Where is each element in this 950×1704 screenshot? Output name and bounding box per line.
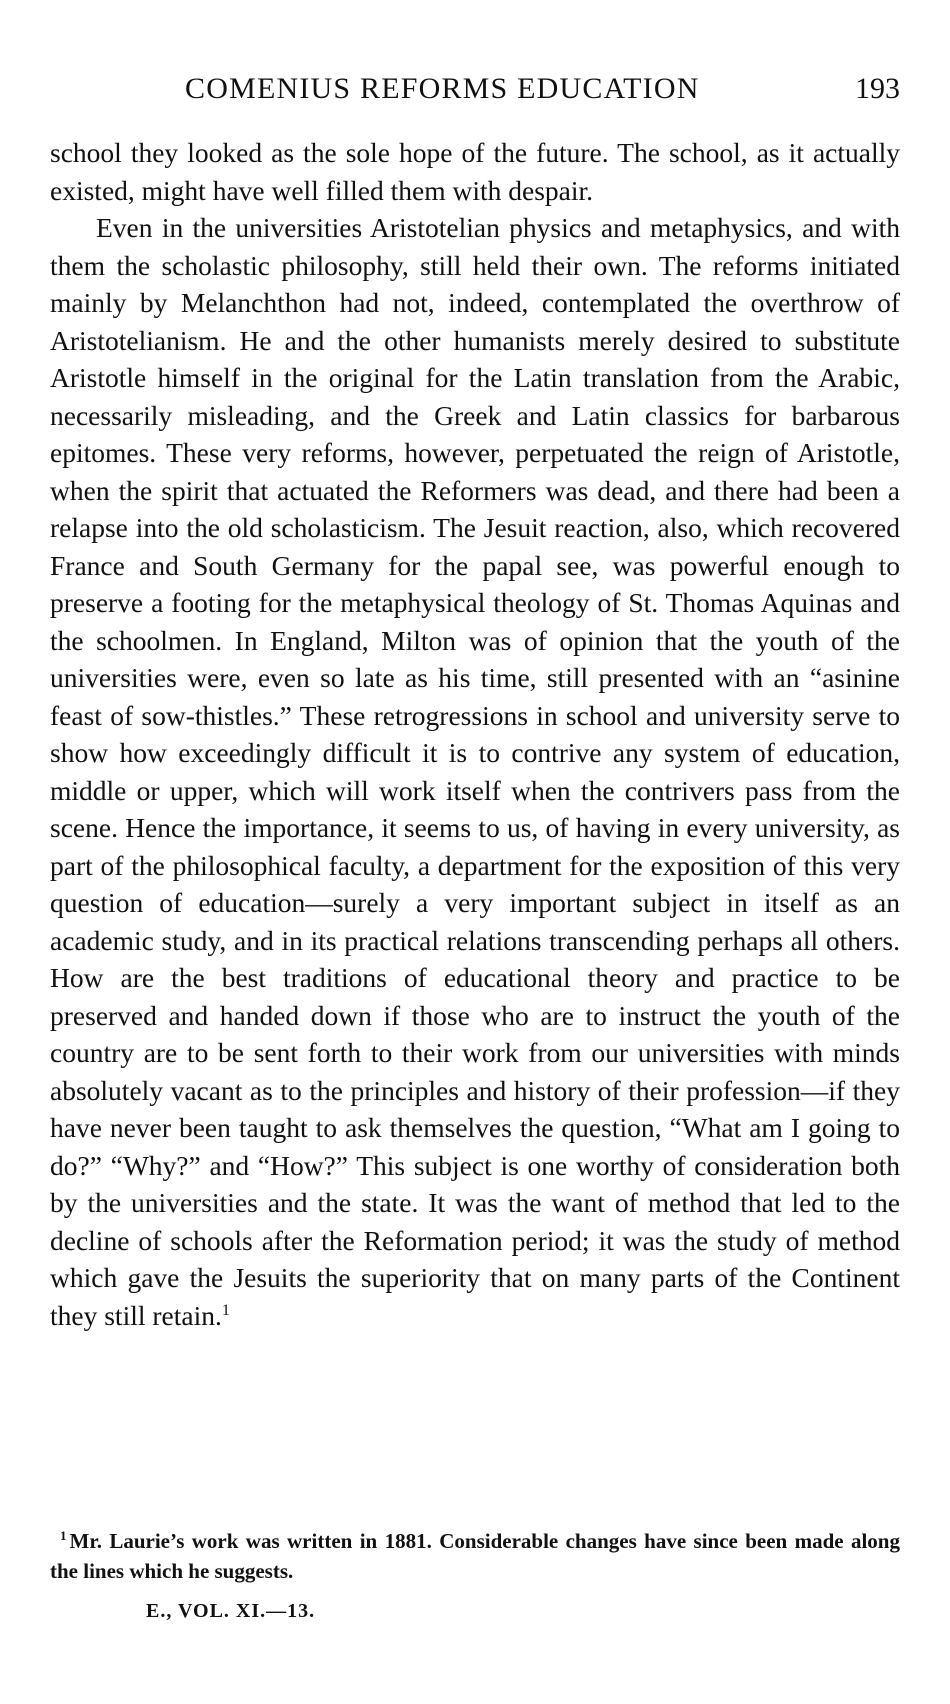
body-text: [50, 134, 900, 1334]
running-title: COMENIUS REFORMS EDUCATION: [185, 72, 700, 105]
running-head: [50, 72, 900, 122]
book-page: [50, 0, 900, 1704]
footnote-number: 1: [60, 1528, 67, 1543]
footnote: [50, 1526, 900, 1586]
paragraph-1: [50, 134, 900, 209]
paragraph-2: [50, 209, 900, 1334]
footnote-reference: 1: [221, 1301, 230, 1319]
page-number: 193: [855, 72, 900, 105]
footnote-text: Mr. Laurie’s work was written in 1881. Considerable changes have since been made along the lines which he suggests.: [50, 1529, 900, 1583]
paragraph-2-text: Even in the universities Aristotelian physics and metaphysics, and with them the scholastic philosophy, still held their own. The reforms initiated mainly by Melanchthon had not, indeed, contemplated the overthrow of Aristotelianism. He and the other humanists merely desired to substitute Aristotle himself in the original for the Latin translation from the Arabic, necessarily misleading, and the Greek and Latin classics for barbarous epitomes. These very reforms, however, perpetuated the reign of Aristotle, when the spirit that actuated the Reformers was dead, and there had been a relapse into the old scholasticism. The Jesuit reaction, also, which recovered France and South Germany for the papal see, was powerful enough to preserve a footing for the metaphysical theology of St. Thomas Aquinas and the schoolmen. In England, Milton was of opinion that the youth of the universities were, even so late as his time, still presented with an “asinine feast of sow-thistles.” These retrogressions in school and university serve to show how exceedingly difficult it is to contrive any system of education, middle or upper, which will work itself when the contrivers pass from the scene. Hence the importance, it seems to us, of having in every university, as part of the philosophical faculty, a department for the exposition of this very question of education—surely a very important subject in itself as an academic study, and in its practical relations transcending perhaps all others. How are the best traditions of educational theory and practice to be preserved and handed down if those who are to instruct the youth of the country are to be sent forth to their work from our universities with minds absolutely vacant as to the principles and history of their profession—if they have never been taught to ask themselves the question, “What am I going to do?” “Why?” and “How?” This subject is one worthy of consideration both by the universities and the state. It was the want of method that led to the decline of schools after the Reformation period; it was the study of method which gave the Jesuits the superiority that on many parts of the Continent they still retain.: [50, 212, 900, 1331]
paragraph-1-text: school they looked as the sole hope of the future. The school, as it actually existed, might have well filled them with despair.: [50, 137, 900, 206]
signature-mark: E., VOL. XI.—13.: [146, 1600, 316, 1622]
